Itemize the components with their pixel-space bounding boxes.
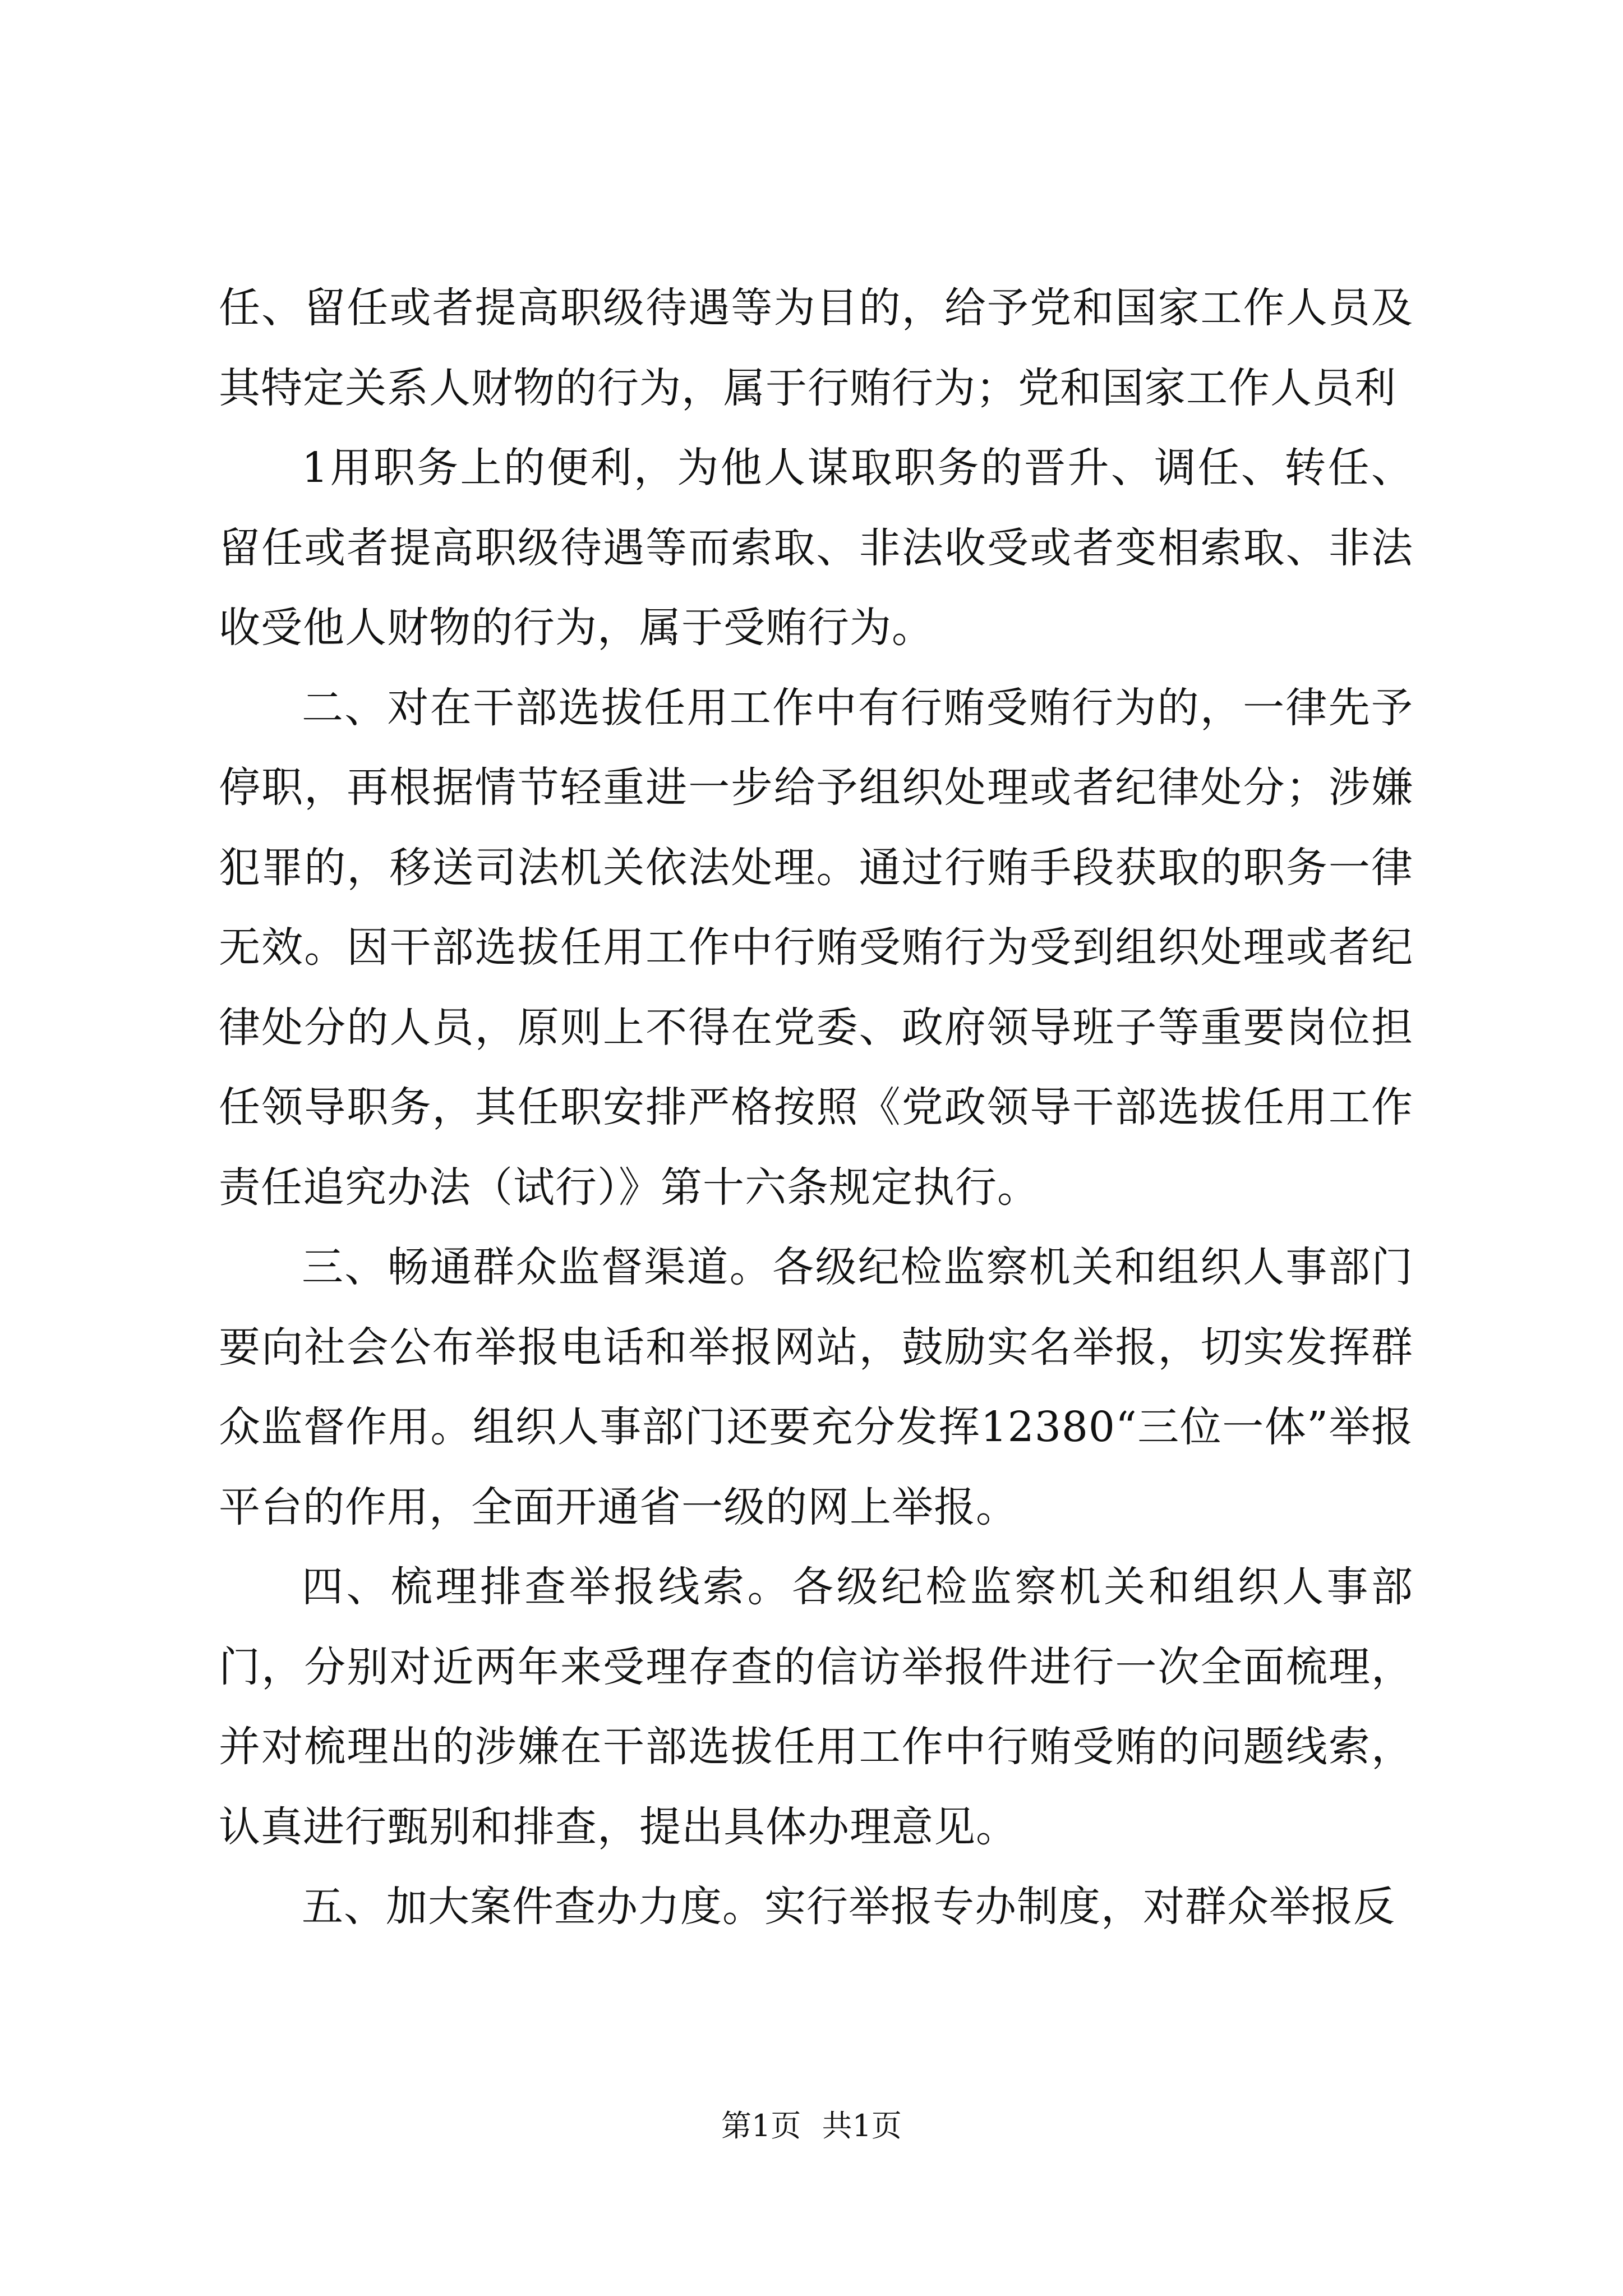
page-total: 共1页 [822,2108,902,2143]
document-body [219,268,1413,1947]
page-number: 第1页 [721,2108,801,2143]
page-footer [0,2106,1623,2146]
paragraph-3: 二、对在干部选拔任用工作中有行贿受贿行为的，一律先予停职，再根据情节轻重进一步给予组织处理或者纪律处分；涉嫌犯罪的，移送司法机关依法处理。通过行贿手段获取的职务一律无效。因干部选拔任用工作中行贿受贿行为受到组织处理或者纪律处分的人员，原则上不得在党委、政府领导班子等重要岗位担任领导职务，其任职安排严格按照《党政领导干部选拔任用工作责任追究办法（试行）》第十六条规定执行。 [219,683,1413,1212]
paragraph-4: 三、畅通群众监督渠道。各级纪检监察机关和组织人事部门要向社会公布举报电话和举报网站，鼓励实名举报，切实发挥群众监督作用。组织人事部门还要充分发挥12380“三位一体”举报平台的作用，全面开通省一级的网上举报。 [219,1243,1413,1531]
paragraph-1: 任、留任或者提高职级待遇等为目的，给予党和国家工作人员及其特定关系人财物的行为，属于行贿行为；党和国家工作人员利 [219,284,1413,412]
paragraph-5: 四、梳理排查举报线索。各级纪检监察机关和组织人事部门，分别对近两年来受理存查的信访举报件进行一次全面梳理，并对梳理出的涉嫌在干部选拔任用工作中行贿受贿的问题线索，认真进行甄别和排查，提出具体办理意见。 [219,1563,1413,1851]
paragraph-6: 五、加大案件查办力度。实行举报专办制度，对群众举报反 [302,1883,1395,1931]
paragraph-2: 1用职务上的便利，为他人谋取职务的晋升、调任、转任、留任或者提高职级待遇等而索取、非法收受或者变相索取、非法收受他人财物的行为，属于受贿行为。 [219,444,1413,652]
